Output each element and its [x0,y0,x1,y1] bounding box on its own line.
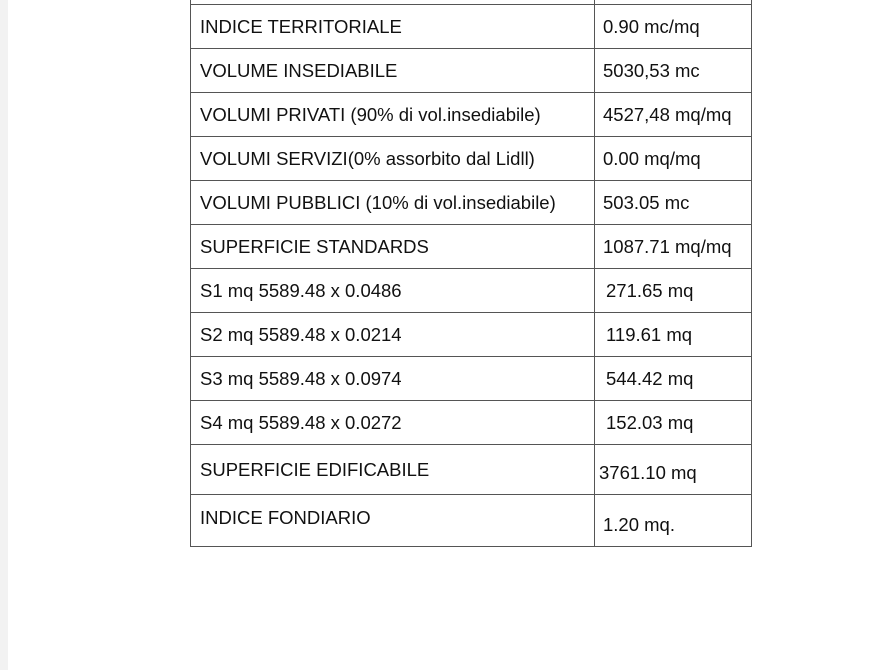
table-row [191,181,752,225]
row-value: 503.05 mc [595,181,752,225]
row-label: SUPERFICIE EDIFICABILE [191,445,595,495]
table-row [191,49,752,93]
row-label: SUPERFICIE STANDARDS [191,225,595,269]
table-row [191,269,752,313]
row-value: 544.42 mq [595,357,752,401]
table-row [191,225,752,269]
row-value: 1087.71 mq/mq [595,225,752,269]
row-label: VOLUMI SERVIZI(0% assorbito dal Lidll) [191,137,595,181]
table-row [191,5,752,49]
row-value: 0.00 mq/mq [595,137,752,181]
row-value: 5030,53 mc [595,49,752,93]
row-value: 3761.10 mq [595,445,752,495]
row-label: VOLUMI PUBBLICI (10% di vol.insediabile) [191,181,595,225]
row-label: S3 mq 5589.48 x 0.0974 [191,357,595,401]
row-label: S1 mq 5589.48 x 0.0486 [191,269,595,313]
row-value: 4527,48 mq/mq [595,93,752,137]
document-page [8,0,893,670]
row-label: VOLUMI PRIVATI (90% di vol.insediabile) [191,93,595,137]
parameters-table [190,0,752,547]
row-value: 0.90 mc/mq [595,5,752,49]
table-row [191,401,752,445]
row-label: INDICE TERRITORIALE [191,5,595,49]
table-row [191,93,752,137]
row-label: S4 mq 5589.48 x 0.0272 [191,401,595,445]
row-value: 152.03 mq [595,401,752,445]
table-row [191,357,752,401]
row-label: VOLUME INSEDIABILE [191,49,595,93]
row-value: 271.65 mq [595,269,752,313]
table-row [191,137,752,181]
row-label: INDICE FONDIARIO [191,495,595,547]
row-value: 119.61 mq [595,313,752,357]
row-value: 1.20 mq. [595,495,752,547]
row-label: S2 mq 5589.48 x 0.0214 [191,313,595,357]
table-row [191,445,752,495]
table-row [191,313,752,357]
table-row [191,495,752,547]
